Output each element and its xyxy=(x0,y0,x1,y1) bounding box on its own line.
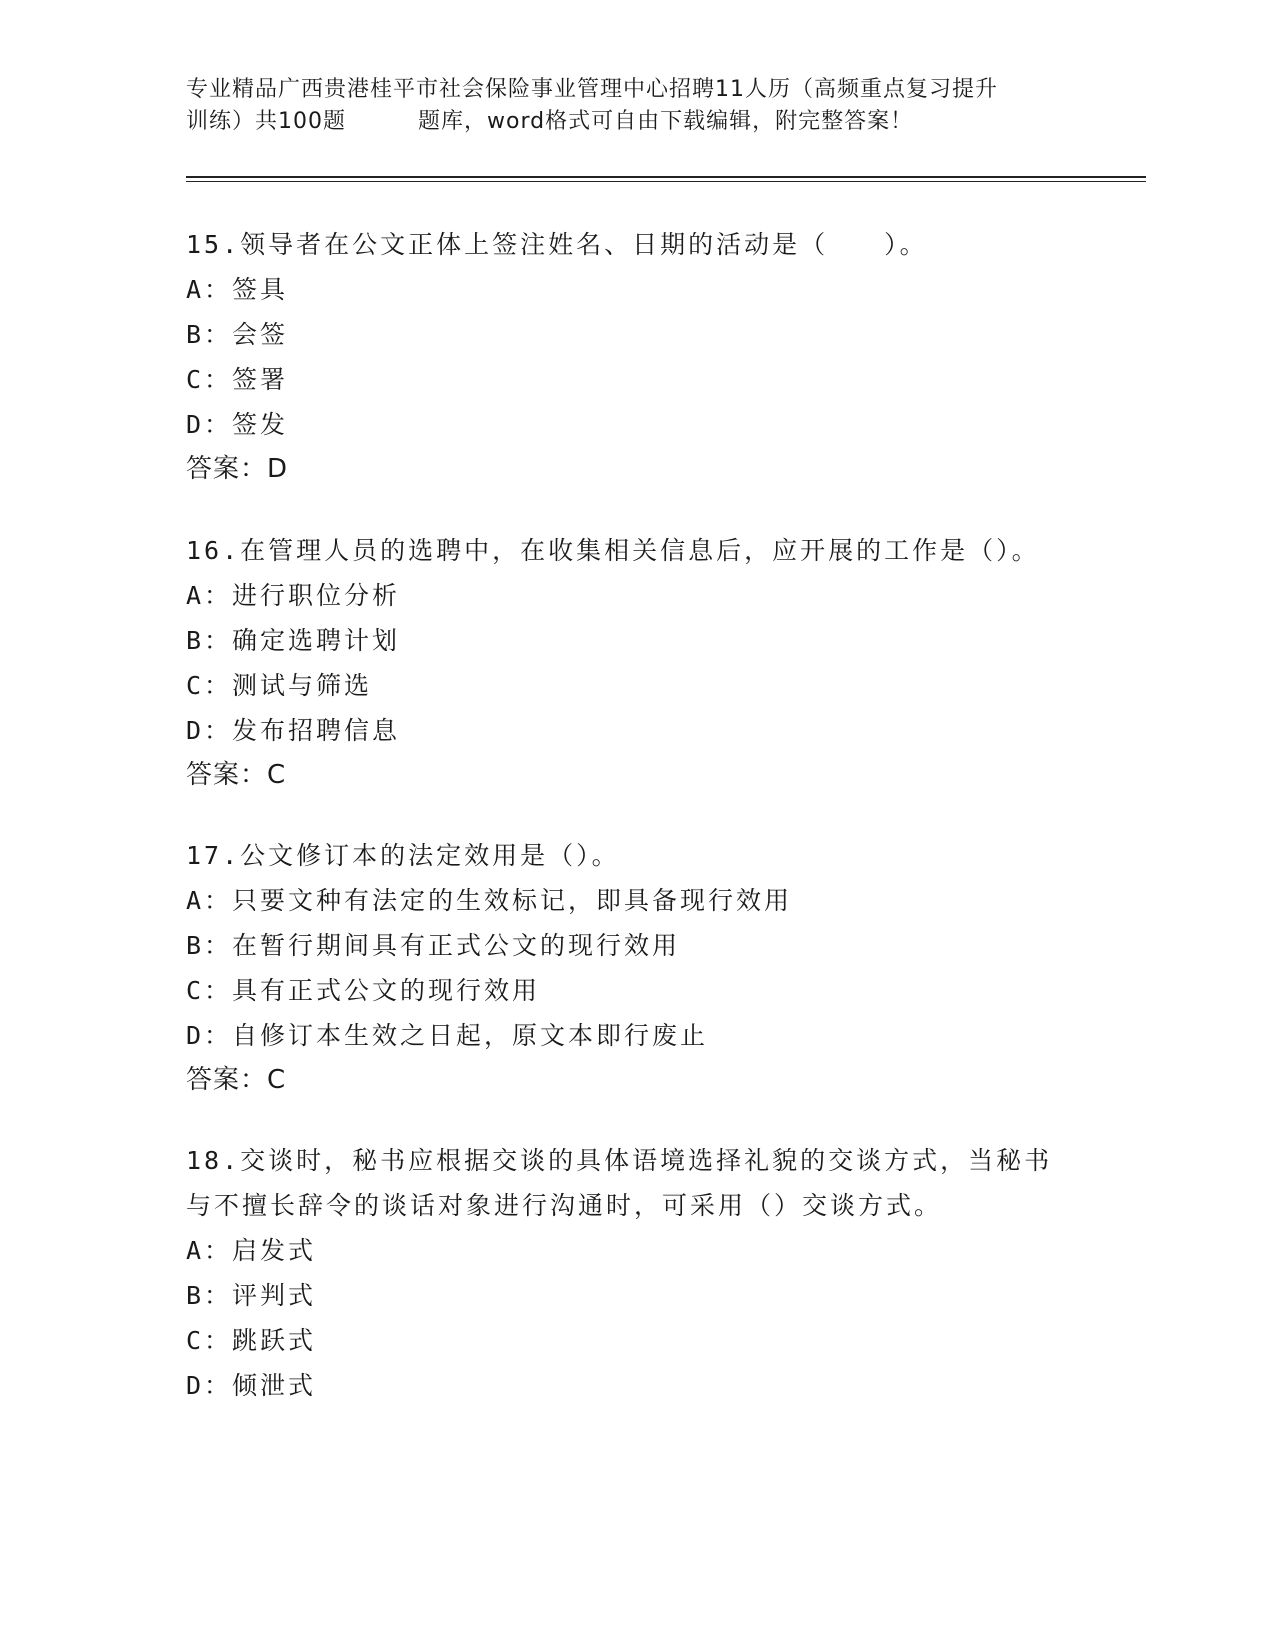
question-15 xyxy=(186,222,1086,492)
question-stem: 17.公文修订本的法定效用是（）。 xyxy=(186,841,620,870)
option-d: D：倾泄式 xyxy=(186,1371,317,1400)
option-c: C：测试与筛选 xyxy=(186,671,373,700)
document-header xyxy=(186,74,1086,138)
question-stem: 15.领导者在公文正体上签注姓名、日期的活动是（ ）。 xyxy=(186,230,928,259)
question-stem-line-1: 18.交谈时，秘书应根据交谈的具体语境选择礼貌的交谈方式，当秘书 xyxy=(186,1146,1053,1175)
option-b: B：会签 xyxy=(186,320,289,349)
option-a: A：签具 xyxy=(186,275,289,304)
answer-text: 答案：D xyxy=(186,454,289,484)
option-c: C：跳跃式 xyxy=(186,1326,317,1355)
header-line-2-part-1: 训练）共100题 xyxy=(186,109,346,134)
option-b: B：评判式 xyxy=(186,1281,317,1310)
header-line-1: 专业精品广西贵港桂平市社会保险事业管理中心招聘11人历（高频重点复习提升 xyxy=(186,77,998,102)
option-c: C：具有正式公文的现行效用 xyxy=(186,976,541,1005)
header-divider-thick xyxy=(186,176,1146,178)
option-a: A：只要文种有法定的生效标记，即具备现行效用 xyxy=(186,886,793,915)
option-d: D：自修订本生效之日起，原文本即行废止 xyxy=(186,1021,709,1050)
question-18 xyxy=(186,1138,1086,1408)
option-b: B：确定选聘计划 xyxy=(186,626,401,655)
option-d: D：签发 xyxy=(186,410,289,439)
option-c: C：签署 xyxy=(186,365,289,394)
header-line-2-part-2: 题库，word格式可自由下载编辑，附完整答案！ xyxy=(418,109,914,134)
option-a: A：进行职位分析 xyxy=(186,581,401,610)
answer-text: 答案：C xyxy=(186,1065,287,1095)
question-stem-line-2: 与不擅长辞令的谈话对象进行沟通时，可采用（）交谈方式。 xyxy=(186,1191,943,1220)
option-d: D：发布招聘信息 xyxy=(186,716,401,745)
option-b: B：在暂行期间具有正式公文的现行效用 xyxy=(186,931,681,960)
option-a: A：启发式 xyxy=(186,1236,317,1265)
question-stem: 16.在管理人员的选聘中，在收集相关信息后，应开展的工作是（）。 xyxy=(186,536,1040,565)
question-16 xyxy=(186,528,1086,798)
answer-text: 答案：C xyxy=(186,760,287,790)
question-17 xyxy=(186,833,1086,1103)
header-divider-thin xyxy=(186,181,1146,182)
header-line-2 xyxy=(186,106,1086,138)
